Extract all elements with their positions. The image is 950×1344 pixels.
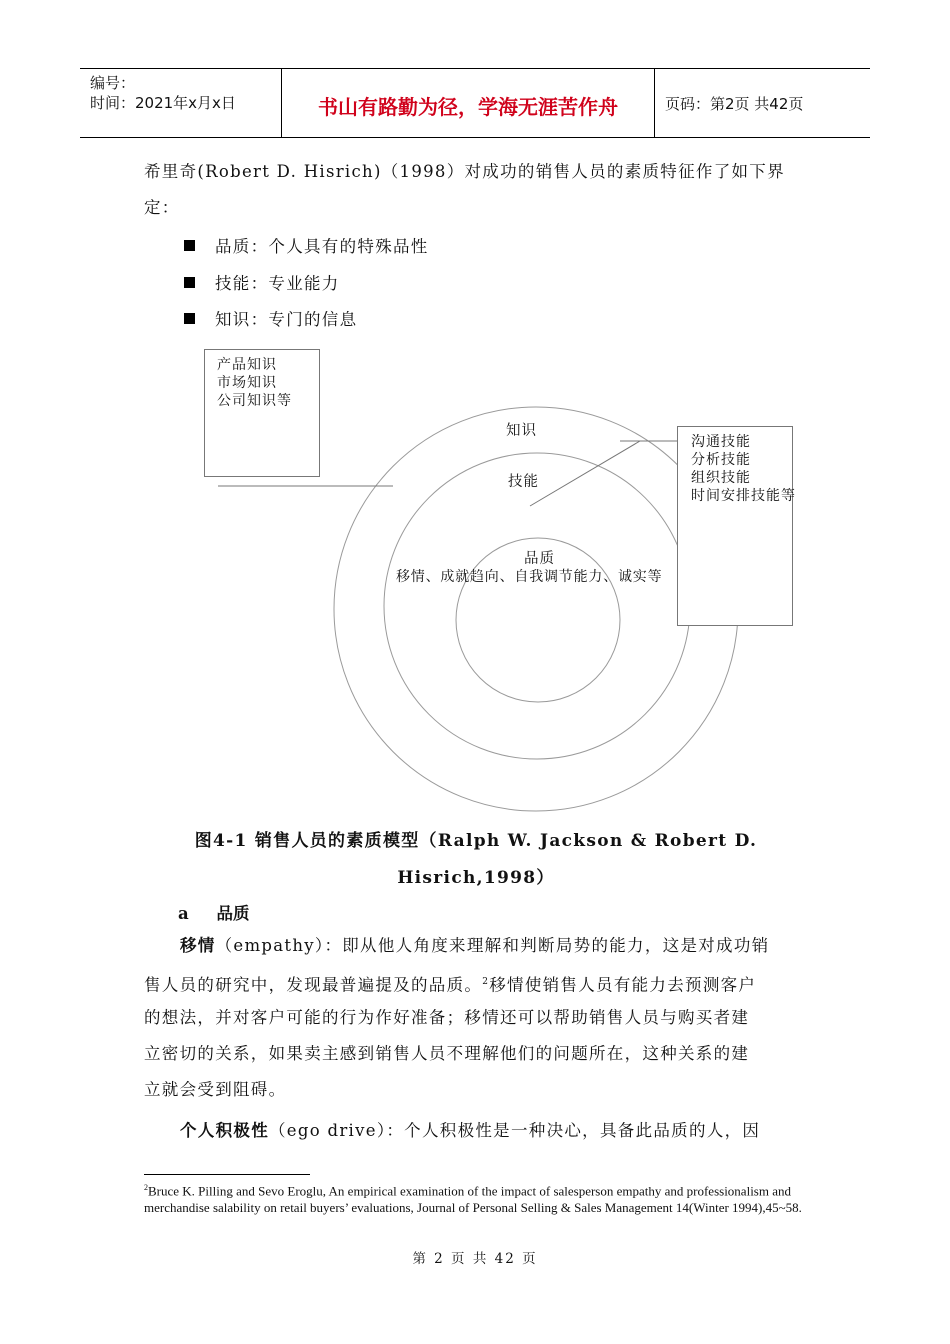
quality-core-label: 品质 bbox=[524, 551, 555, 567]
box-line: 沟通技能 bbox=[691, 434, 751, 450]
section-letter: a bbox=[178, 904, 189, 923]
skills-connector-line bbox=[530, 441, 640, 506]
bullet-text: 技能：专业能力 bbox=[215, 274, 340, 293]
footnote-marker: 2 bbox=[482, 977, 490, 987]
box-line: 市场知识 bbox=[217, 375, 277, 391]
ego-paragraph-line bbox=[144, 1113, 808, 1150]
header-page-info: 页码：第2页 共42页 bbox=[665, 95, 804, 113]
body-text: （ego drive）：个人积极性是一种决心，具备此品质的人，因 bbox=[269, 1121, 761, 1140]
bullet-text: 品质：个人具有的特殊品性 bbox=[215, 237, 429, 256]
empathy-paragraph-line: 立就会受到阻碍。 bbox=[144, 1080, 287, 1099]
bullet-text: 知识：专门的信息 bbox=[215, 310, 358, 329]
figure-caption-line-2: Hisrich,1998） bbox=[397, 868, 555, 888]
quality-core-description: 移情、成就趋向、自我调节能力、诚实等 bbox=[396, 569, 663, 585]
section-title: 品质 bbox=[216, 904, 250, 923]
skills-box bbox=[677, 426, 796, 626]
box-line: 组织技能 bbox=[691, 470, 751, 486]
footnote bbox=[144, 1180, 804, 1216]
intro-line-1: 希里奇(Robert D. Hisrich)（1998）对成功的销售人员的素质特征作了如下界 bbox=[144, 162, 785, 181]
middle-circle-skills bbox=[384, 453, 690, 759]
figure-caption-line-1: 图4-1 销售人员的素质模型（Ralph W. Jackson & Robert D. bbox=[194, 831, 758, 851]
body-text: 移情使销售人员有能力去预测客户 bbox=[489, 975, 757, 995]
body-text: 售人员的研究中，发现最普遍提及的品质。 bbox=[144, 975, 483, 995]
ego-term: 个人积极性 bbox=[180, 1121, 269, 1140]
empathy-paragraph-line: 的想法，并对客户可能的行为作好准备；移情还可以帮助销售人员与购买者建 bbox=[144, 1008, 750, 1027]
box-line: 公司知识等 bbox=[217, 393, 292, 409]
skills-ring-label: 技能 bbox=[508, 474, 539, 490]
knowledge-ring-label: 知识 bbox=[506, 423, 537, 439]
knowledge-box bbox=[204, 349, 320, 477]
footnote-number: 2 bbox=[144, 1183, 148, 1192]
body-text: （empathy）：即从他人角度来理解和判断局势的能力，这是对成功销 bbox=[215, 936, 770, 955]
box-line: 时间安排技能等 bbox=[691, 488, 796, 504]
empathy-paragraph-line bbox=[144, 928, 808, 965]
empathy-paragraph-line bbox=[144, 964, 808, 1004]
intro-line-2: 定： bbox=[144, 198, 180, 217]
section-heading bbox=[178, 900, 249, 924]
box-line: 产品知识 bbox=[217, 357, 277, 373]
empathy-paragraph-line: 立密切的关系，如果卖主感到销售人员不理解他们的问题所在，这种关系的建 bbox=[144, 1044, 750, 1063]
header-motto: 书山有路勤为径，学海无涯苦作舟 bbox=[318, 95, 618, 119]
page-footer: 第 2 页 共 42 页 bbox=[412, 1251, 538, 1267]
footnote-separator bbox=[144, 1174, 310, 1175]
box-line: 分析技能 bbox=[691, 452, 751, 468]
code-label: 编号： bbox=[90, 74, 136, 92]
empathy-term: 移情 bbox=[180, 936, 216, 955]
footnote-text: Bruce K. Pilling and Sevo Eroglu, An empirical examination of the impact of salesperson empathy and professionalism and merchandise salability on retail buyers’ evaluations, Journal of Personal Selling & Sales Management 14(Winter 1994),45~58. bbox=[144, 1183, 802, 1215]
date-label: 时间：2021年x月x日 bbox=[90, 94, 236, 112]
